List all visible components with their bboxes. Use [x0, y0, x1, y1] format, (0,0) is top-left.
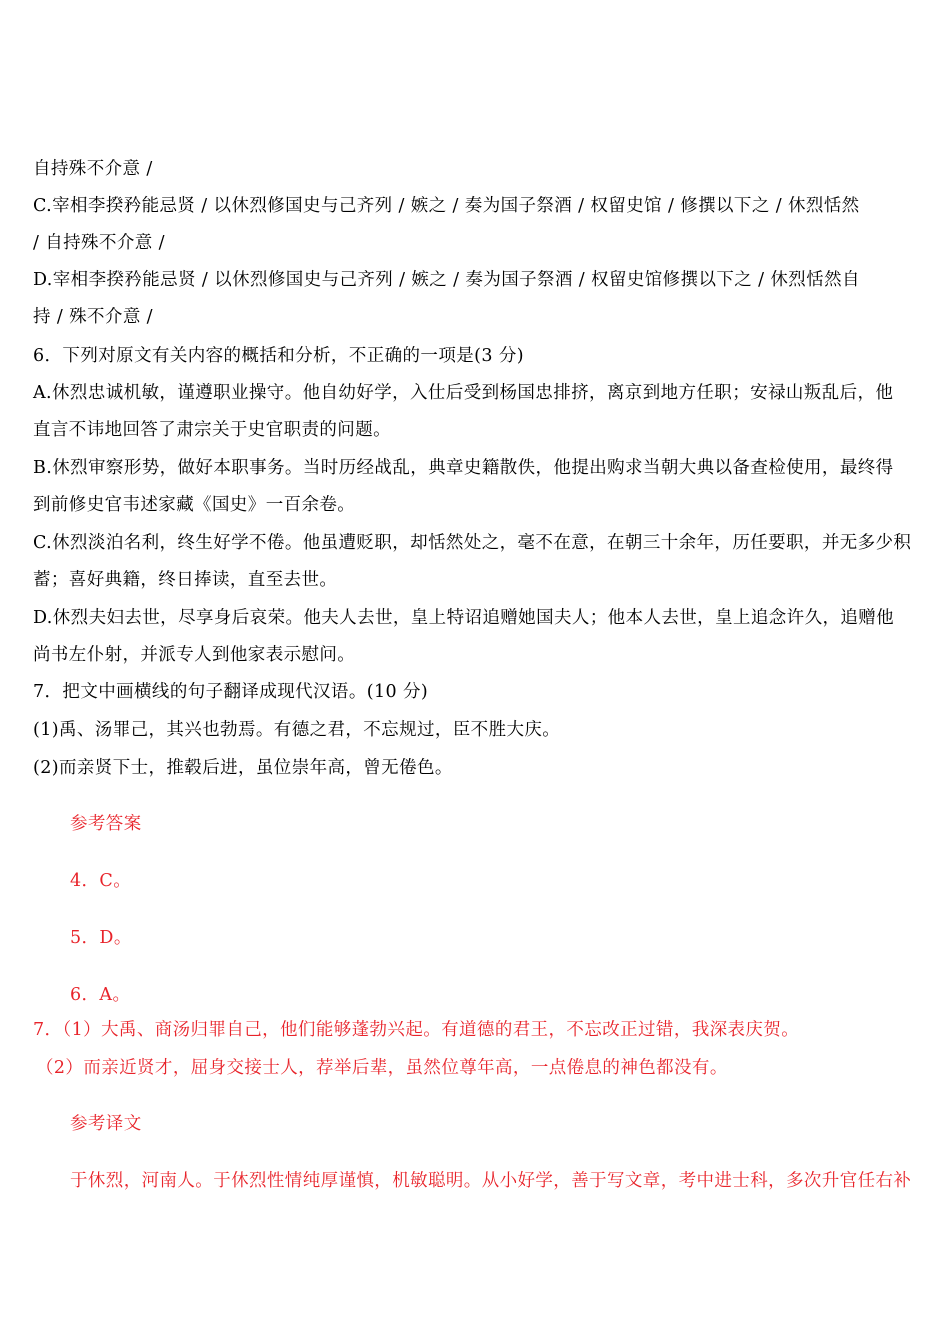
- q6-option-c: C.休烈淡泊名利，终生好学不倦。他虽遭贬职，却恬然处之，毫不在意，在朝三十余年，历任要职，并无多少积: [33, 533, 912, 553]
- translation-heading: 参考译文: [70, 1114, 142, 1134]
- q7-sentence-1: (1)禹、汤罪己，其兴也勃焉。有德之君，不忘规过，臣不胜大庆。: [33, 720, 561, 740]
- question-line: 尚书左仆射，并派专人到他家表示慰问。: [33, 645, 356, 665]
- q6-option-b: B.休烈审察形势，做好本职事务。当时历经战乱，典章史籍散佚，他提出购求当朝大典以备查检使用，最终得: [33, 458, 894, 478]
- question-line: / 自持殊不介意 /: [33, 233, 165, 253]
- answer-5: 5．D。: [70, 928, 132, 948]
- question-line: 自持殊不介意 /: [33, 159, 153, 179]
- answer-4: 4．C。: [70, 871, 132, 891]
- translation-text: 于休烈，河南人。于休烈性情纯厚谨慎，机敏聪明。从小好学，善于写文章，考中进士科，多次升官任右补: [70, 1171, 912, 1191]
- question-line: 到前修史官韦述家藏《国史》一百余卷。: [33, 495, 356, 515]
- q6-option-a: A.休烈忠诚机敏，谨遵职业操守。他自幼好学，入仕后受到杨国忠排挤，离京到地方任职；安禄山叛乱后，他: [33, 383, 894, 403]
- answer-7-part-1: 7．（1）大禹、商汤归罪自己，他们能够蓬勃兴起。有道德的君王，不忘改正过错，我深表庆贺。: [33, 1020, 800, 1040]
- answers-heading: 参考答案: [70, 814, 142, 834]
- question-line: 蓄；喜好典籍，终日捧读，直至去世。: [33, 570, 338, 590]
- answer-6: 6．A。: [70, 985, 131, 1005]
- q6-option-d: D.休烈夫妇去世，尽享身后哀荣。他夫人去世，皇上特诏追赠她国夫人；他本人去世，皇上追念许久，追赠他: [33, 608, 895, 628]
- q7-sentence-2: (2)而亲贤下士，推毂后进，虽位崇年高，曾无倦色。: [33, 758, 453, 778]
- question-6-title: 6．下列对原文有关内容的概括和分析，不正确的一项是(3 分): [33, 346, 524, 366]
- question-line: 持 / 殊不介意 /: [33, 307, 153, 327]
- option-d: D.宰相李揆矜能忌贤 / 以休烈修国史与己齐列 / 嫉之 / 奏为国子祭酒 / 权留史馆修撰以下之 / 休烈恬然自: [33, 270, 860, 290]
- question-line: 直言不讳地回答了肃宗关于史官职责的问题。: [33, 420, 391, 440]
- option-c: C.宰相李揆矜能忌贤 / 以休烈修国史与己齐列 / 嫉之 / 奏为国子祭酒 / 权留史馆 / 修撰以下之 / 休烈恬然: [33, 196, 860, 216]
- question-7-title: 7．把文中画横线的句子翻译成现代汉语。(10 分): [33, 682, 429, 702]
- answer-7-part-2: （2）而亲近贤才，屈身交接士人，荐举后辈，虽然位尊年高，一点倦息的神色都没有。: [36, 1058, 728, 1078]
